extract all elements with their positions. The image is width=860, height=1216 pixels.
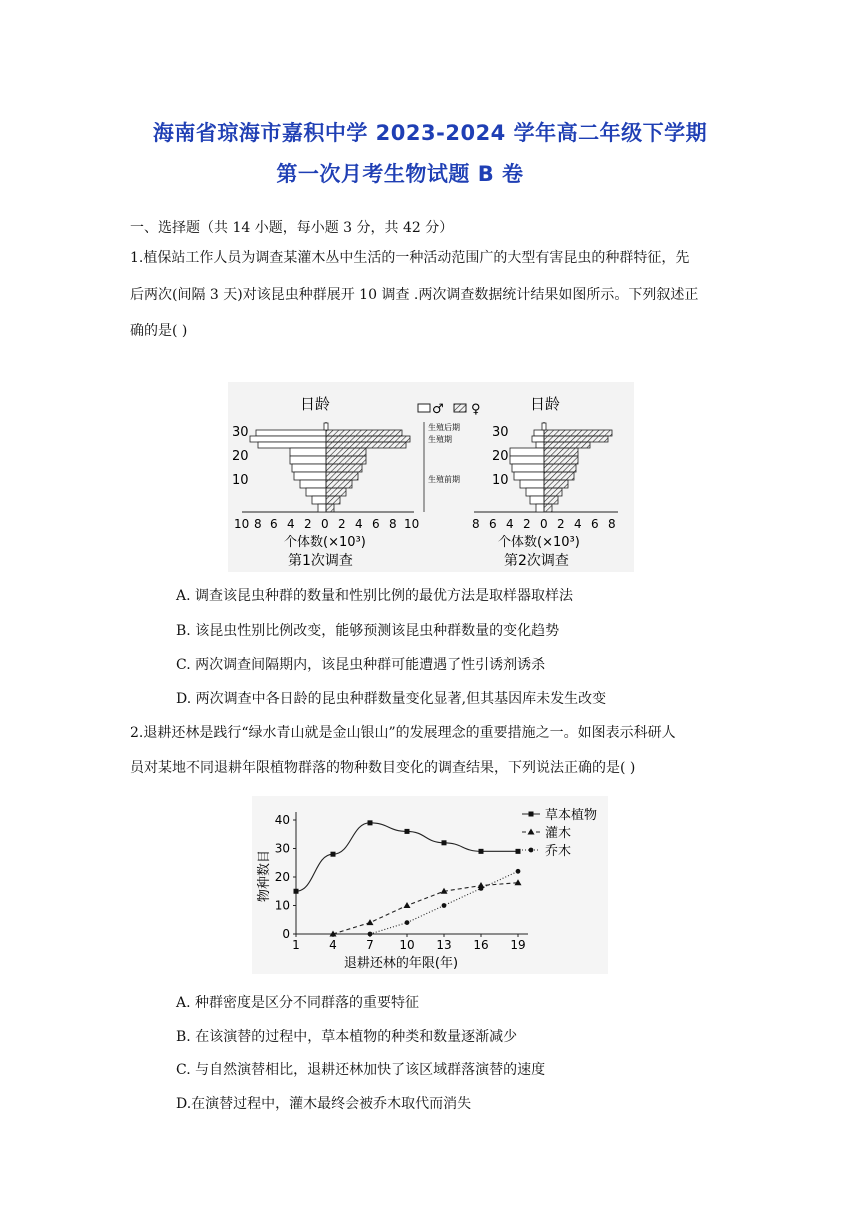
- data-point-circle: [405, 920, 410, 925]
- x1-tick-4: 2: [304, 517, 312, 531]
- x1-tick-3: 4: [287, 517, 295, 531]
- q1-stem-line2: 后两次(间隔 3 天)对该昆虫种群展开 10 调查 .两次调查数据统计结果如图所示。下列叙述正: [130, 287, 699, 303]
- y-axis-label: 物种数目: [257, 849, 272, 903]
- legend-label-2: 灌木: [545, 826, 572, 841]
- y-tick-label: 0: [282, 927, 290, 941]
- x1-tick-8: 6: [372, 517, 380, 531]
- x2-tick-7: 6: [591, 517, 599, 531]
- document-title-line2: 第一次月考生物试题 B 卷: [276, 162, 524, 186]
- x-tick-label: 19: [510, 938, 526, 952]
- x-tick-label: 1: [292, 938, 300, 952]
- stage-mid-label: 生殖期: [428, 435, 452, 444]
- pyramid2-y-label: 日龄: [530, 395, 561, 413]
- x1-tick-2: 6: [270, 517, 278, 531]
- pyramid1-y-label: 日龄: [300, 395, 331, 413]
- q2-stem-line1: 2.退耕还林是践行“绿水青山就是金山银山”的发展理念的重要措施之一。如图表示科研人: [130, 725, 676, 741]
- data-point-square: [368, 820, 373, 825]
- x1-tick-6: 2: [338, 517, 346, 531]
- x2-tick-5: 2: [557, 517, 565, 531]
- y-tick-20: 20: [232, 449, 249, 464]
- q1-stem-line1: 1.植保站工作人员为调查某灌木丛中生活的一种活动范围广的大型有害昆虫的种群特征，先: [130, 250, 690, 266]
- data-point-circle: [479, 886, 484, 891]
- legend-male: ♂: [432, 402, 444, 417]
- x1-tick-1: 8: [254, 517, 262, 531]
- data-point-circle: [442, 903, 447, 908]
- q1-stem-line3: 确的是( ): [130, 323, 188, 339]
- x1-tick-7: 4: [355, 517, 363, 531]
- legend-marker-square: [529, 812, 534, 817]
- x1-tick-10: 10: [404, 517, 420, 531]
- data-point-circle: [516, 869, 521, 874]
- species-count-chart: [252, 796, 608, 974]
- document-title-line1: 海南省琼海市嘉积中学 2023-2024 学年高二年级下学期: [152, 121, 708, 145]
- data-point-square: [479, 849, 484, 854]
- y-tick-label: 30: [274, 841, 290, 856]
- x2-tick-3: 2: [523, 517, 531, 531]
- x-tick-label: 16: [473, 938, 489, 952]
- pyramid1-x-label: 个体数(×10³): [284, 535, 366, 550]
- q2-option-d: D.在演替过程中，灌木最终会被乔木取代而消失: [176, 1096, 472, 1112]
- data-point-square: [442, 840, 447, 845]
- legend-female: ♀: [471, 402, 481, 417]
- x-tick-label: 7: [366, 938, 374, 952]
- pyramid1-caption: 第1次调查: [288, 553, 353, 569]
- q1-option-a: A. 调查该昆虫种群的数量和性别比例的最优方法是取样器取样法: [176, 588, 574, 604]
- x-tick-label: 13: [436, 938, 452, 952]
- legend-label-1: 草本植物: [545, 808, 598, 823]
- y2-tick-30: 30: [492, 425, 509, 440]
- data-point-circle: [368, 932, 373, 937]
- q1-option-b: B. 该昆虫性别比例改变，能够预测该昆虫种群数量的变化趋势: [176, 623, 560, 639]
- x2-tick-2: 4: [506, 517, 514, 531]
- x2-tick-0: 8: [472, 517, 480, 531]
- legend-label-3: 乔木: [545, 844, 572, 859]
- q2-stem-line2: 员对某地不同退耕年限植物群落的物种数目变化的调查结果，下列说法正确的是( ): [130, 760, 636, 776]
- stage-early-label: 生殖前期: [428, 475, 460, 484]
- x1-tick-5: 0: [321, 517, 329, 531]
- data-point-square: [516, 849, 521, 854]
- q2-option-c: C. 与自然演替相比，退耕还林加快了该区域群落演替的速度: [176, 1062, 546, 1078]
- data-point-square: [331, 852, 336, 857]
- x2-tick-8: 8: [608, 517, 616, 531]
- legend-marker-circle: [529, 848, 534, 853]
- y-tick-label: 40: [274, 813, 290, 827]
- x2-tick-6: 4: [574, 517, 582, 531]
- y-tick-label: 20: [274, 870, 290, 884]
- q1-option-d: D. 两次调查中各日龄的昆虫种群数量变化显著,但其基因库未发生改变: [176, 691, 607, 707]
- data-point-square: [294, 889, 299, 894]
- x2-tick-4: 0: [540, 517, 548, 531]
- y-tick-10: 10: [232, 473, 249, 488]
- x1-tick-0: 10: [234, 517, 250, 531]
- age-pyramid-figure: [228, 382, 634, 572]
- q1-option-c: C. 两次调查间隔期内，该昆虫种群可能遭遇了性引诱剂诱杀: [176, 657, 546, 673]
- data-point-square: [405, 829, 410, 834]
- q2-option-a: A. 种群密度是区分不同群落的重要特征: [176, 995, 420, 1011]
- y2-tick-20: 20: [492, 449, 509, 464]
- x-axis-label: 退耕还林的年限(年): [343, 956, 459, 971]
- pyramid2-x-label: 个体数(×10³): [498, 535, 580, 550]
- y-tick-30: 30: [232, 425, 249, 440]
- x1-tick-9: 8: [389, 517, 397, 531]
- x2-tick-1: 6: [489, 517, 497, 531]
- y-tick-label: 10: [274, 898, 290, 913]
- q2-option-b: B. 在该演替的过程中，草本植物的种类和数量逐渐减少: [176, 1029, 518, 1045]
- pyramid2-caption: 第2次调查: [504, 553, 569, 569]
- x-tick-label: 4: [329, 938, 337, 952]
- y2-tick-10: 10: [492, 473, 509, 488]
- stage-late-label: 生殖后期: [428, 423, 460, 432]
- x-tick-label: 10: [399, 938, 415, 952]
- section-header: 一、选择题（共 14 小题，每小题 3 分，共 42 分）: [130, 220, 454, 236]
